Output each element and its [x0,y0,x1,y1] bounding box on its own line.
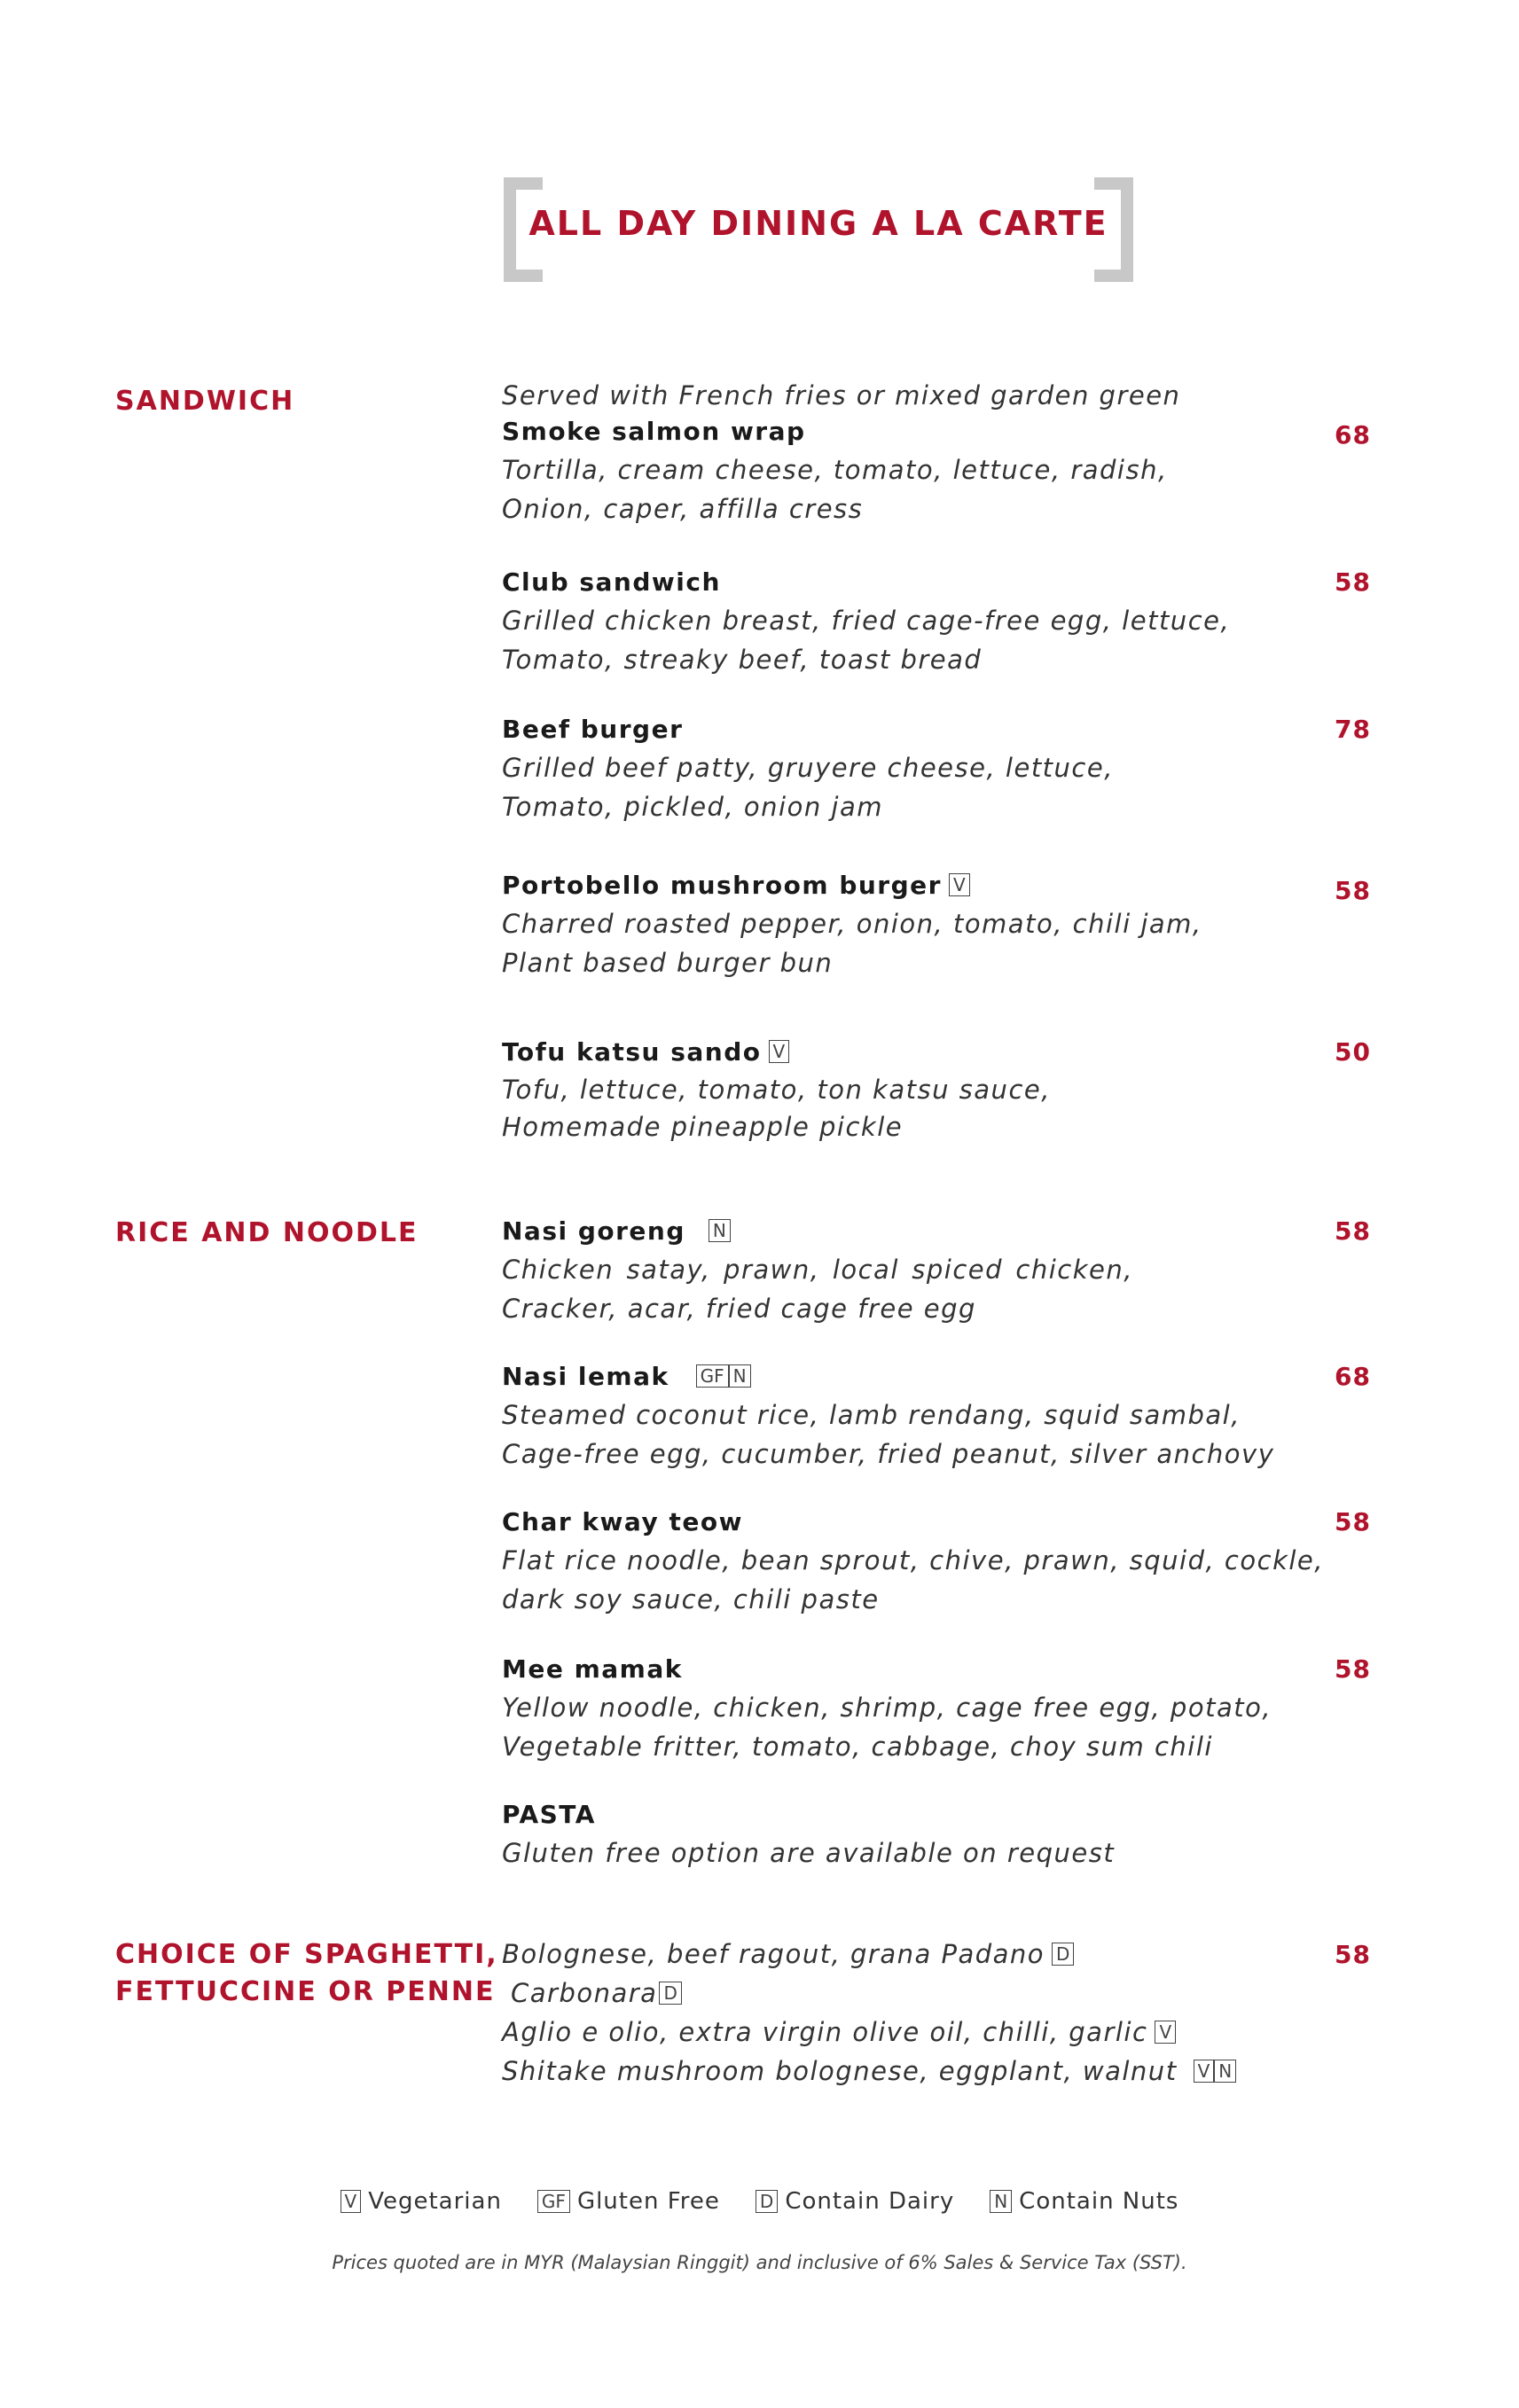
item-desc: Cage-free egg, cucumber, fried peanut, silver anchovy [502,1439,1275,1469]
legend-item-dairy [756,2188,954,2215]
item-desc: Flat rice noodle, bean sprout, chive, prawn, squid, cockle, [502,1545,1324,1575]
nuts-badge-icon: N [729,1364,751,1388]
legend-label: Contain Nuts [1019,2188,1179,2215]
item-name-row [502,1213,1300,1250]
menu-item-tofu-katsu-sando [502,1034,1300,1145]
menu-item-beef-burger [502,711,1300,826]
pasta-heading [502,1796,1300,1872]
option-text: Aglio e olio, extra virgin olive oil, chilli, garlic [502,2017,1148,2047]
item-desc: Grilled chicken breast, fried cage-free egg, lettuce, [502,606,1231,636]
section-note: Gluten free option are available on request [502,1838,1116,1868]
desc-word: Chicken [502,1255,615,1285]
item-price: 58 [1335,1507,1371,1536]
nuts-badge-icon: N [709,1219,731,1242]
section-note: Served with French fries or mixed garden green [502,380,1181,410]
item-price: 58 [1335,1216,1371,1246]
item-name: Mee mamak [502,1654,683,1684]
item-name: Beef burger [502,715,684,744]
item-price: 78 [1335,715,1371,744]
desc-word: spiced [912,1255,1004,1285]
option-text: Bolognese, beef ragout, grana Padano [502,1939,1045,1969]
item-desc: Cracker, acar, fried cage free egg [502,1294,976,1324]
section-label-pasta [115,1936,498,2011]
section-label-line: FETTUCCINE OR PENNE [115,1976,496,2007]
item-name: PASTA [502,1800,596,1829]
item-price: 68 [1335,1362,1371,1391]
gluten-free-badge-icon: GF [537,2190,570,2213]
item-desc: Homemade pineapple pickle [502,1112,904,1142]
menu-item-smoke-salmon-wrap [502,413,1300,528]
nuts-badge-icon: N [990,2190,1012,2213]
item-price: 68 [1335,420,1371,450]
item-desc: Yellow noodle, chicken, shrimp, cage free egg, potato, [502,1693,1272,1723]
dairy-badge-icon: D [1052,1943,1074,1966]
item-desc: Steamed coconut rice, lamb rendang, squid sambal, [502,1400,1241,1430]
pasta-option [502,1935,1300,1974]
item-price: 58 [1335,1654,1371,1684]
item-name: Smoke salmon wrap [502,417,806,446]
item-name: Nasi lemak [502,1362,669,1391]
item-desc: dark soy sauce, chili paste [502,1584,880,1614]
title-frame [504,177,1133,282]
menu-item-nasi-goreng [502,1213,1300,1328]
desc-word: chicken, [1015,1255,1133,1285]
item-name: Nasi goreng [502,1216,685,1246]
item-name: Char kway teow [502,1507,743,1536]
desc-word: prawn, [724,1255,820,1285]
item-desc: Plant based burger bun [502,948,834,978]
tax-footnote: Prices quoted are in MYR (Malaysian Ringgit) and inclusive of 6% Sales & Service Tax (SST). [332,2252,1187,2273]
item-name: Portobello mushroom burger [502,871,942,900]
item-name: Club sandwich [502,567,721,597]
vegetarian-badge-icon: V [949,873,970,896]
item-price: 58 [1335,1940,1371,1969]
pasta-option [502,1974,1300,2013]
vegetarian-badge-icon: V [1194,2060,1215,2083]
desc-word: satay, [626,1255,711,1285]
menu-item-mee-mamak [502,1651,1300,1766]
pasta-option [502,2052,1300,2091]
item-name: Tofu katsu sando [502,1037,762,1067]
vegetarian-badge-icon: V [769,1040,790,1063]
item-price: 50 [1335,1037,1371,1067]
item-desc [502,1250,1133,1289]
legend-label: Contain Dairy [785,2188,955,2215]
legend-label: Gluten Free [576,2188,720,2215]
item-price: 58 [1335,567,1371,597]
item-desc: Tofu, lettuce, tomato, ton katsu sauce, [502,1075,1051,1105]
gluten-free-badge-icon: GF [696,1364,729,1388]
item-name-row [502,1034,1300,1071]
item-desc: Onion, caper, affilla cress [502,494,864,524]
menu-item-club-sandwich [502,564,1300,679]
desc-word: local [832,1255,899,1285]
page-title: ALL DAY DINING A LA CARTE [529,204,1108,243]
legend-item-gluten-free [537,2188,720,2215]
item-desc: Tomato, streaky beef, toast bread [502,645,983,675]
item-desc: Grilled beef patty, gruyere cheese, lettuce, [502,753,1114,783]
dietary-legend [0,2188,1519,2215]
section-label-line: CHOICE OF SPAGHETTI, [115,1939,498,1970]
legend-item-nuts [990,2188,1178,2215]
item-price: 58 [1335,876,1371,905]
item-name-row [502,1358,1300,1396]
menu-item-portobello-burger [502,867,1300,982]
item-desc: Charred roasted pepper, onion, tomato, chili jam, [502,909,1202,939]
menu-item-char-kway-teow [502,1504,1324,1619]
option-text: Carbonara [511,1978,658,2008]
pasta-options [502,1935,1300,2091]
legend-label: Vegetarian [368,2188,502,2215]
pasta-option [502,2013,1300,2052]
legend-item-vegetarian [341,2188,502,2215]
item-desc: Vegetable fritter, tomato, cabbage, choy sum chili [502,1732,1213,1762]
section-label-sandwich: SANDWICH [115,386,295,417]
item-desc: Tomato, pickled, onion jam [502,792,883,822]
menu-item-nasi-lemak [502,1358,1300,1474]
sandwich-note [502,376,1300,415]
vegetarian-badge-icon: V [341,2190,362,2213]
dairy-badge-icon: D [659,1982,681,2005]
vegetarian-badge-icon: V [1155,2021,1176,2044]
item-name-row [502,867,1300,904]
item-desc: Tortilla, cream cheese, tomato, lettuce, radish, [502,455,1168,485]
option-text: Shitake mushroom bolognese, eggplant, walnut [502,2056,1178,2086]
nuts-badge-icon: N [1214,2060,1236,2083]
section-label-rice-noodle: RICE AND NOODLE [115,1217,419,1248]
dairy-badge-icon: D [756,2190,778,2213]
